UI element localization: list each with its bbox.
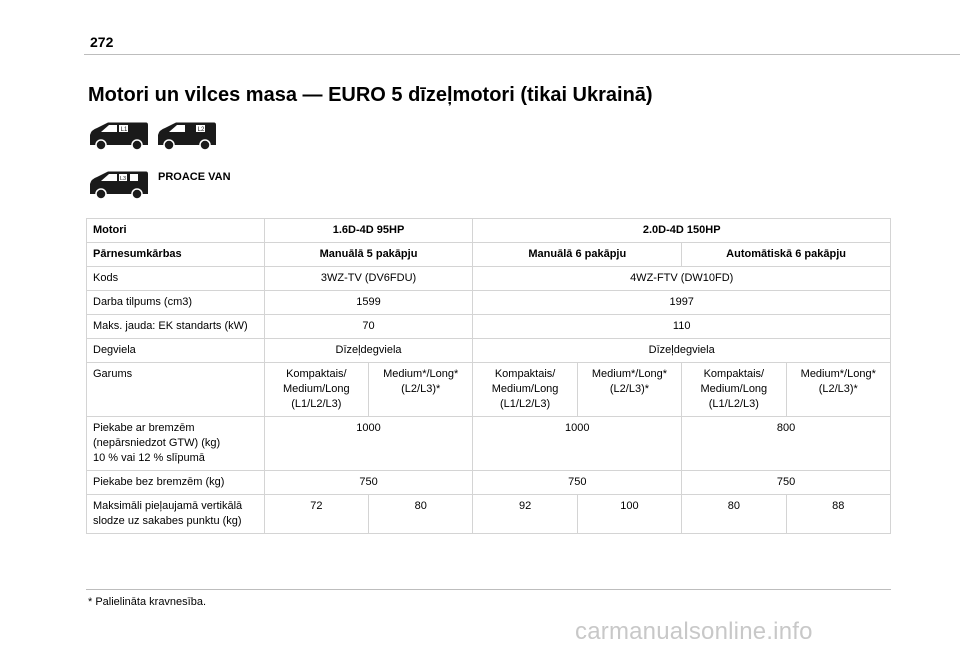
table-row-motori: [87, 219, 891, 243]
row-label: Kods: [87, 267, 265, 291]
table-row-degviela: [87, 339, 891, 363]
row-label: Degviela: [87, 339, 265, 363]
engine-1-6d: 1.6D-4D 95HP: [264, 219, 473, 243]
gearbox-manual-5: Manuālā 5 pakāpju: [264, 243, 473, 267]
table-cell: 70: [264, 315, 473, 339]
footnote-divider: [86, 589, 891, 590]
table-row-ar-bremzem: [87, 417, 891, 471]
table-row-parnesumkarbas: [87, 243, 891, 267]
row-label: Motori: [87, 219, 265, 243]
watermark: carmanualsonline.info: [575, 618, 813, 645]
table-cell: 750: [264, 471, 473, 495]
van-icons-row: [88, 121, 218, 151]
svg-text:L3: L3: [119, 176, 127, 182]
table-cell: 750: [473, 471, 682, 495]
row-label: Maks. jauda: EK standarts (kW): [87, 315, 265, 339]
table-cell: 80: [682, 495, 786, 534]
table-row-garums: [87, 363, 891, 417]
model-name: PROACE VAN: [158, 171, 231, 183]
row-label: Darba tilpums (cm3): [87, 291, 265, 315]
table-cell: 750: [682, 471, 891, 495]
table-cell: Kompaktais/ Medium/Long (L1/L2/L3): [682, 363, 786, 417]
label-line: 10 % vai 12 % slīpumā: [93, 452, 205, 464]
svg-text:L1: L1: [120, 127, 128, 133]
row-label: Pārnesumkārbas: [87, 243, 265, 267]
table-cell: Kompaktais/ Medium/Long (L1/L2/L3): [473, 363, 577, 417]
table-cell: 800: [682, 417, 891, 471]
table-cell: Medium*/Long* (L2/L3)*: [786, 363, 890, 417]
table-cell: 88: [786, 495, 890, 534]
table-row-slodze: [87, 495, 891, 534]
table-cell: 3WZ-TV (DV6FDU): [264, 267, 473, 291]
table-cell: Medium*/Long* (L2/L3)*: [577, 363, 681, 417]
table-cell: 110: [473, 315, 891, 339]
gearbox-manual-6: Manuālā 6 pakāpju: [473, 243, 682, 267]
table-cell: 1000: [264, 417, 473, 471]
table-row-jauda: [87, 315, 891, 339]
top-divider: [84, 54, 960, 55]
table-cell: 80: [369, 495, 473, 534]
table-cell: 4WZ-FTV (DW10FD): [473, 267, 891, 291]
table-row-bez-bremzem: [87, 471, 891, 495]
footnote: * Palielināta kravnesība.: [88, 596, 207, 608]
engine-spec-table: [86, 218, 891, 534]
table-cell: 1000: [473, 417, 682, 471]
table-cell: 92: [473, 495, 577, 534]
table-cell: 1997: [473, 291, 891, 315]
label-line: Piekabe ar bremzēm: [93, 422, 195, 434]
van-compact-icon: [88, 121, 150, 151]
table-cell: 100: [577, 495, 681, 534]
svg-text:L2: L2: [197, 127, 205, 133]
table-row-kods: [87, 267, 891, 291]
row-label: [87, 417, 265, 471]
table-cell: Dīzeļdegviela: [473, 339, 891, 363]
row-label: Garums: [87, 363, 265, 417]
row-label: Piekabe bez bremzēm (kg): [87, 471, 265, 495]
gearbox-auto-6: Automātiskā 6 pakāpju: [682, 243, 891, 267]
van-long-icon: [88, 170, 150, 200]
table-row-tilpums: [87, 291, 891, 315]
engine-2-0d: 2.0D-4D 150HP: [473, 219, 891, 243]
table-cell: Kompaktais/ Medium/Long (L1/L2/L3): [264, 363, 368, 417]
table-cell: 72: [264, 495, 368, 534]
label-line: (nepārsniedzot GTW) (kg): [93, 437, 221, 449]
table-cell: 1599: [264, 291, 473, 315]
table-cell: Medium*/Long* (L2/L3)*: [369, 363, 473, 417]
van-medium-icon: [156, 121, 218, 151]
page-title: Motori un vilces masa — EURO 5 dīzeļmotori (tikai Ukrainā): [88, 84, 653, 106]
van-icons-row-long: [88, 170, 231, 200]
row-label: Maksimāli pieļaujamā vertikālā slodze uz sakabes punktu (kg): [87, 495, 265, 534]
table-cell: Dīzeļdegviela: [264, 339, 473, 363]
page-number: 272: [90, 34, 114, 50]
